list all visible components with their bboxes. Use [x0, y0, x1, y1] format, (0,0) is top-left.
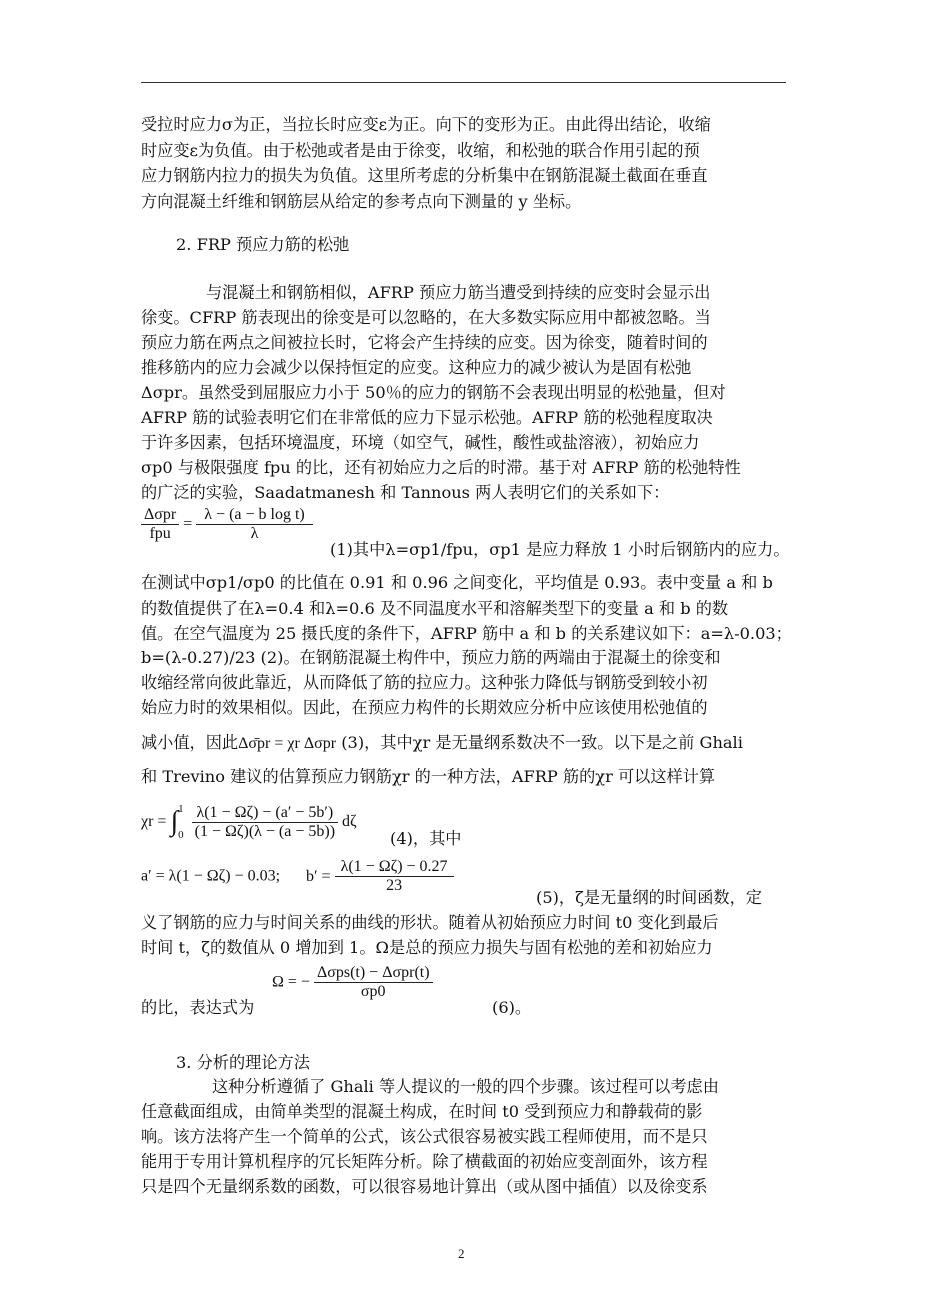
text-line: AFRP 筋的试验表明它们在非常低的应力下显示松弛。AFRP 筋的松弛程度取决: [141, 408, 713, 427]
text-line: σp0 与极限强度 fpu 的比，还有初始应力之后的时滞。基于对 AFRP 筋的松弛特性: [141, 458, 741, 477]
text-line: (1)其中λ=σp1/fpu，σp1 是应力释放 1 小时后钢筋内的应力。: [330, 540, 790, 559]
eq4-numerator: λ(1 − Ωζ) − (a′ − 5b′): [192, 804, 338, 823]
eq1-rhs-numerator: λ − (a − b log t): [196, 506, 312, 525]
eq1-lhs-denominator: fpu: [149, 525, 171, 542]
equation-1: $\frac{\text{Δσpr}}{\text{fpu}}$ = $\frac{\text{λ − (a − b log t)}}{\lambda}$: [141, 506, 313, 543]
eq5-b-lhs: b′ =: [306, 867, 331, 885]
text-line: 和 Trevino 建议的估算预应力钢筋χr 的一种方法，AFRP 筋的χr 可以这样计算: [141, 767, 716, 786]
eq4-upper-limit: 1: [178, 803, 184, 815]
text-line: Δσpr。虽然受到屈服应力小于 50％的应力的钢筋不会表现出明显的松弛量，但对: [141, 383, 726, 402]
eq3-before: 减小值，因此: [141, 733, 239, 752]
equation-4: [141, 796, 357, 848]
eq4-differential: dζ: [342, 813, 357, 830]
text-line: 预应力筋在两点之间被拉长时，它将会产生持续的应变。因为徐变，随着时间的: [141, 333, 708, 352]
eq4-denominator: (1 − Ωζ)(λ − (a − 5b)): [194, 822, 336, 840]
eq6-numerator: Δσps(t) − Δσpr(t): [314, 964, 433, 983]
equation-6: [272, 964, 433, 1001]
eq1-rhs-denominator: λ: [250, 525, 259, 542]
text-line: (4)，其中: [390, 829, 462, 848]
text-line: 应力钢筋内拉力的损失为负值。这里所考虑的分析集中在钢筋混凝土截面在垂直: [141, 166, 708, 185]
integral-sign: ∫: [170, 806, 179, 837]
eq4-lhs: χr =: [141, 813, 167, 830]
eq1-lhs-numerator: Δσpr: [141, 506, 179, 525]
section-2-heading: 2. FRP 预应力筋的松弛: [176, 235, 350, 254]
text-line: 始应力时的效果相似。因此，在预应力构件的长期效应分析中应该使用松弛值的: [141, 698, 708, 717]
text-line: 方向混凝土纤维和钢筋层从给定的参考点向下测量的 y 坐标。: [141, 192, 582, 211]
text-line: (5)，ζ是无量纲的时间函数，定: [536, 888, 762, 907]
text-line: (6)。: [492, 998, 532, 1017]
equation-3: Δσ̄pr = χr Δσpr: [238, 735, 337, 752]
text-line: 义了钢筋的应力与时间关系的曲线的形状。随着从初始预应力时间 t0 变化到最后: [141, 913, 719, 932]
eq6-lhs: Ω = −: [272, 973, 310, 991]
text-line: 与混凝土和钢筋相似，AFRP 预应力筋当遭受到持续的应变时会显示出: [206, 283, 711, 302]
text-line: 能用于专用计算机程序的冗长矩阵分析。除了横截面的初始应变剖面外，该方程: [141, 1152, 708, 1171]
page-number: 2: [458, 1246, 465, 1261]
eq5-b-denominator: 23: [386, 877, 403, 894]
text-line: 受拉时应力σ为正，当拉长时应变ε为正。向下的变形为正。由此得出结论，收缩: [141, 115, 711, 134]
text-line: b=(λ-0.27)/23 (2)。在钢筋混凝土构件中，预应力筋的两端由于混凝土的徐变和: [141, 648, 721, 667]
header-rule: [141, 82, 786, 83]
text-line: 的数值提供了在λ=0.4 和λ=0.6 及不同温度水平和溶解类型下的变量 a 和 b 的数: [141, 599, 729, 618]
section-3-heading: 3. 分析的理论方法: [176, 1053, 310, 1072]
text-line: 于许多因素，包括环境温度，环境（如空气，碱性，酸性或盐溶液），初始应力: [141, 433, 700, 452]
equation-5: [141, 858, 454, 895]
eq3-after: (3)，其中χr 是无量纲系数决不一致。以下是之前 Ghali: [336, 733, 743, 752]
text-line: 这种分析遵循了 Ghali 等人提议的一般的四个步骤。该过程可以考虑由: [212, 1077, 719, 1096]
text-line: 响。该方法将产生一个简单的公式，该公式很容易被实践工程师使用，而不是只: [141, 1127, 708, 1146]
text-line: 时应变ε为负值。由于松弛或者是由于徐变，收缩，和松弛的联合作用引起的预: [141, 141, 700, 160]
text-line: 在测试中σp1/σp0 的比值在 0.91 和 0.96 之间变化，平均值是 0.93。表中变量 a 和 b: [141, 573, 773, 592]
text-line: 只是四个无量纲系数的函数，可以很容易地计算出（或从图中插值）以及徐变系: [141, 1177, 708, 1196]
text-line: 收缩经常向彼此靠近，从而降低了筋的拉应力。这种张力降低与钢筋受到较小初: [141, 673, 708, 692]
eq6-denominator: σp0: [360, 983, 386, 1000]
text-line: 的比，表达式为: [141, 998, 255, 1017]
eq5-b-numerator: λ(1 − Ωζ) − 0.27: [335, 858, 454, 877]
eq4-lower-limit: 0: [178, 829, 184, 841]
text-line: 的广泛的实验，Saadatmanesh 和 Tannous 两人表明它们的关系如下：: [141, 483, 670, 502]
text-line: 值。在空气温度为 25 摄氏度的条件下，AFRP 筋中 a 和 b 的关系建议如下：a=λ-0.03；: [141, 624, 792, 643]
text-line: 推移筋内的应力会减少以保持恒定的应变。这种应力的减少被认为是固有松弛: [141, 358, 692, 377]
text-line: 任意截面组成，由简单类型的混凝土构成，在时间 t0 受到预应力和静载荷的影: [141, 1102, 703, 1121]
text-line: 时间 t，ζ的数值从 0 增加到 1。Ω是总的预应力损失与固有松弛的差和初始应力: [141, 938, 713, 957]
eq5-a: a′ = λ(1 − Ωζ) − 0.03;: [141, 867, 281, 885]
text-line: 徐变。CFRP 筋表现出的徐变是可以忽略的，在大多数实际应用中都被忽略。当: [141, 308, 711, 327]
text-line-eq3: [141, 730, 743, 757]
